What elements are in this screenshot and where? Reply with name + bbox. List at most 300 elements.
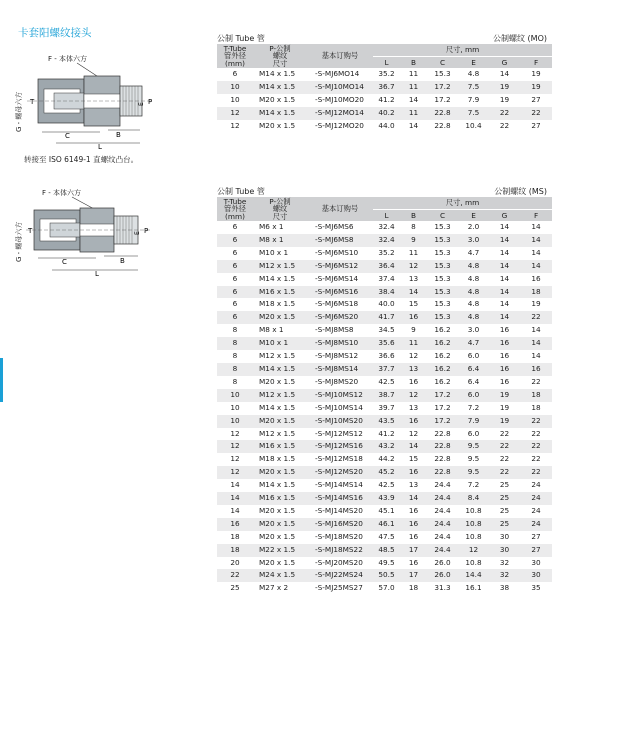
table-cell: 27: [520, 544, 552, 557]
table-cell: -S-MJ14MS14: [315, 480, 363, 490]
table-cell: 6: [217, 260, 253, 273]
table-cell: 18: [520, 389, 552, 402]
fitting-drawing-ms: [12, 186, 192, 278]
table-row: [217, 81, 552, 94]
table-cell: 22: [520, 466, 552, 479]
table-row: [217, 68, 552, 81]
table-row: [217, 389, 552, 402]
table-cell: 40.2: [373, 107, 400, 120]
table-cell: 49.5: [378, 557, 395, 567]
table-cell: -S-MJ6MS12: [307, 260, 373, 273]
table-cell: 12: [408, 428, 419, 438]
table-cell: 14: [489, 234, 520, 247]
table-cell: 26.0: [434, 557, 451, 567]
table-cell: 18: [230, 531, 240, 541]
table-cell: 16: [489, 363, 520, 376]
label-l: L: [95, 270, 99, 278]
table-cell: 14: [499, 247, 510, 257]
table-cell: 14: [520, 234, 552, 247]
table-cell: 8: [232, 376, 238, 386]
table-cell: 42.5: [378, 376, 395, 386]
table-cell: 7.2: [467, 402, 480, 412]
table-cell: 36.7: [373, 81, 400, 94]
table-cell: 12: [230, 454, 240, 464]
table-cell: M14 x 1.5: [259, 480, 296, 490]
note-iso-6149: 转接至 ISO 6149-1 直螺纹凸台。: [24, 155, 139, 164]
table-cell: -S-MJ18MS22: [307, 544, 373, 557]
label-e: E: [138, 102, 145, 106]
table-cell: 37.7: [373, 363, 400, 376]
table-cell: M14 x 1.5: [259, 402, 296, 412]
table-cell: M14 x 1.5: [253, 81, 307, 94]
table-cell: 41.2: [378, 428, 395, 438]
label-p: P: [148, 98, 153, 106]
table-cell: 6: [232, 273, 238, 283]
table-cell: 8: [232, 325, 238, 335]
table-cell: M16 x 1.5: [253, 492, 307, 505]
table-cell: 16: [408, 531, 419, 541]
table-cell: 12: [230, 120, 240, 130]
label-c: C: [62, 258, 67, 266]
table-cell: 14: [217, 492, 253, 505]
section-mo-header: [217, 33, 547, 43]
table-cell: 4.8: [458, 286, 489, 299]
table-cell: -S-MJ10MS14: [315, 402, 363, 412]
section-mo-thread-type: 公制螺纹 (MO): [493, 34, 547, 43]
table-cell: 19: [531, 69, 541, 78]
table-cell: 35.2: [378, 247, 395, 257]
table-cell: 17: [400, 544, 427, 557]
table-cell: 10: [217, 415, 253, 428]
table-cell: M20 x 1.5: [253, 311, 307, 324]
table-cell: 45.2: [373, 466, 400, 479]
table-cell: M20 x 1.5: [259, 376, 296, 386]
table-cell: 15.3: [434, 69, 451, 78]
header-p-thread: P-公制 螺纹 尺寸: [253, 197, 307, 221]
table-cell: 14: [531, 325, 541, 335]
table-cell: 10: [230, 94, 240, 104]
label-t: T: [28, 227, 33, 235]
table-cell: -S-MJ8MS20: [315, 376, 359, 386]
table-cell: 14: [499, 69, 510, 78]
table-row: [217, 120, 552, 133]
table-cell: -S-MJ12MS12: [315, 428, 363, 438]
table-row: [217, 286, 552, 299]
table-cell: M14 x 1.5: [253, 107, 307, 120]
table-row: [217, 518, 552, 531]
table-cell: 20: [230, 557, 240, 567]
table-cell: 36.6: [378, 351, 395, 361]
table-cell: 14: [531, 351, 541, 361]
table-row: [217, 466, 552, 479]
table-cell: 19: [499, 402, 510, 412]
table-cell: 15.3: [427, 234, 458, 247]
table-cell: 12: [458, 544, 489, 557]
table-cell: 47.5: [378, 531, 395, 541]
table-cell: 11: [408, 247, 419, 257]
spec-table-mo: [217, 44, 552, 133]
table-cell: -S-MJ6MS6: [315, 222, 354, 231]
table-cell: 10.8: [465, 531, 482, 541]
table-cell: 3.0: [458, 234, 489, 247]
table-cell: M6 x 1: [259, 222, 284, 231]
table-cell: 16: [499, 376, 510, 386]
table-cell: M20 x 1.5: [259, 531, 296, 541]
table-row: [217, 557, 552, 570]
table-cell: M27 x 2: [259, 583, 289, 593]
table-cell: 16: [400, 466, 427, 479]
table-row: [217, 531, 552, 544]
table-cell: 24: [531, 505, 541, 515]
header-dimensions: 尺寸, mm: [373, 44, 552, 57]
table-cell: 25: [499, 480, 510, 490]
table-cell: 19: [531, 299, 541, 309]
table-cell: 12: [400, 260, 427, 273]
table-cell: 24: [531, 480, 541, 490]
table-cell: 25: [499, 505, 510, 515]
table-cell: 6.0: [467, 428, 480, 438]
header-col-f: F: [520, 210, 552, 222]
table-cell: 42.5: [378, 480, 395, 490]
table-cell: 22: [217, 569, 253, 582]
table-cell: M12 x 1.5: [259, 351, 296, 361]
table-cell: 25: [489, 492, 520, 505]
table-cell: M10 x 1: [259, 247, 289, 257]
table-cell: 40.0: [378, 299, 395, 309]
table-cell: -S-MJ10MO14: [307, 81, 373, 94]
table-cell: 14: [499, 273, 510, 283]
table-cell: M14 x 1.5: [259, 69, 296, 78]
fitting-drawing-mo: [12, 52, 192, 150]
table-cell: 16.2: [434, 351, 451, 361]
table-cell: 27: [531, 94, 541, 104]
label-t: T: [30, 98, 35, 106]
table-cell: 32.4: [378, 222, 395, 231]
table-cell: 24.4: [434, 531, 451, 541]
table-cell: 22.8: [434, 120, 451, 130]
table-row: [217, 234, 552, 247]
section-ms-header: [217, 186, 547, 196]
table-cell: 6.0: [458, 389, 489, 402]
table-cell: -S-MJ6MO14: [315, 69, 360, 78]
table-cell: 9: [400, 234, 427, 247]
table-cell: 22: [531, 376, 541, 386]
table-cell: 26.0: [427, 569, 458, 582]
header-col-c: C: [427, 210, 458, 222]
table-cell: 18: [531, 402, 541, 412]
table-row: [217, 273, 552, 286]
table-cell: 15.3: [434, 222, 451, 231]
table-cell: 7.5: [458, 81, 489, 94]
label-b: B: [116, 131, 121, 139]
header-order-number: 基本订购号: [307, 44, 373, 68]
table-cell: 14: [408, 94, 419, 104]
table-cell: 22: [520, 415, 552, 428]
table-cell: 22.8: [427, 440, 458, 453]
table-cell: 6.4: [458, 363, 489, 376]
table-cell: 8: [217, 337, 253, 350]
table-cell: 10: [230, 402, 240, 412]
table-cell: 4.8: [467, 69, 480, 78]
table-cell: 16.1: [465, 583, 482, 593]
table-cell: 13: [408, 402, 419, 412]
table-cell: 10.8: [465, 557, 482, 567]
table-cell: 25: [230, 583, 240, 593]
table-cell: 24.4: [427, 518, 458, 531]
table-cell: 16: [489, 337, 520, 350]
table-cell: 30: [499, 531, 510, 541]
table-row: [217, 260, 552, 273]
table-cell: 18: [520, 286, 552, 299]
table-cell: 6: [232, 222, 238, 231]
table-cell: -S-MJ8MS12: [315, 351, 359, 361]
section-ms-title: 公制 Tube 管: [217, 187, 265, 196]
label-p: P: [144, 227, 149, 235]
table-cell: 57.0: [378, 583, 395, 593]
table-cell: 16: [408, 505, 419, 515]
table-cell: 11: [408, 69, 419, 78]
table-cell: 9.5: [458, 440, 489, 453]
table-cell: 6: [232, 247, 238, 257]
header-t-tube: T-Tube 管外径 (mm): [217, 197, 253, 221]
table-cell: 22: [520, 107, 552, 120]
table-cell: 22: [531, 428, 541, 438]
table-cell: 7.2: [467, 480, 480, 490]
table-cell: 17.2: [427, 415, 458, 428]
table-cell: 38: [499, 583, 510, 593]
table-cell: 4.8: [458, 260, 489, 273]
table-cell: 16: [520, 363, 552, 376]
table-cell: 10: [217, 389, 253, 402]
table-cell: 16: [499, 325, 510, 335]
table-cell: 22: [531, 454, 541, 464]
table-row: [217, 505, 552, 518]
table-cell: 11: [400, 337, 427, 350]
table-cell: 15.3: [434, 247, 451, 257]
table-cell: 19: [499, 94, 510, 104]
table-cell: 19: [489, 81, 520, 94]
table-cell: 8: [232, 351, 238, 361]
table-cell: 7.5: [458, 107, 489, 120]
table-cell: M18 x 1.5: [259, 454, 296, 464]
table-cell: 17.2: [434, 402, 451, 412]
table-row: [217, 428, 552, 441]
table-cell: M20 x 1.5: [253, 518, 307, 531]
table-cell: 7.9: [467, 94, 480, 104]
header-col-l: L: [373, 210, 400, 222]
table-cell: 22: [520, 311, 552, 324]
table-cell: 15.3: [427, 311, 458, 324]
table-cell: 38.7: [373, 389, 400, 402]
table-cell: M20 x 1.5: [259, 120, 296, 130]
table-cell: 15: [408, 299, 419, 309]
table-cell: 19: [489, 389, 520, 402]
table-cell: 4.8: [467, 299, 480, 309]
table-cell: M16 x 1.5: [253, 440, 307, 453]
side-tab-marker: [0, 358, 3, 402]
table-row: [217, 107, 552, 120]
table-cell: 15: [408, 454, 419, 464]
header-dimensions: 尺寸, mm: [373, 197, 552, 210]
label-g-nut-hex: G - 螺母六方: [15, 221, 23, 262]
table-cell: 14: [499, 299, 510, 309]
label-g-nut-hex: G - 螺母六方: [15, 91, 23, 132]
table-row: [217, 337, 552, 350]
table-cell: 25: [489, 518, 520, 531]
table-cell: 14.4: [458, 569, 489, 582]
table-cell: 6.4: [467, 376, 480, 386]
table-cell: 16.2: [434, 325, 451, 335]
table-cell: 18: [408, 583, 419, 593]
header-col-g: G: [489, 57, 520, 69]
table-row: [217, 440, 552, 453]
table-cell: 17: [400, 569, 427, 582]
table-cell: 17.2: [434, 94, 451, 104]
table-cell: 32.4: [373, 234, 400, 247]
table-cell: 16.2: [434, 376, 451, 386]
table-row: [217, 221, 552, 234]
table-cell: M14 x 1.5: [253, 363, 307, 376]
table-cell: 24: [520, 518, 552, 531]
table-row: [217, 247, 552, 260]
table-cell: 8: [411, 222, 416, 231]
table-cell: M14 x 1.5: [259, 273, 296, 283]
table-cell: -S-MJ14MS20: [315, 505, 363, 515]
table-cell: 9.5: [458, 466, 489, 479]
table-cell: -S-MJ12MS20: [307, 466, 373, 479]
table-cell: 30: [531, 557, 541, 567]
table-cell: M20 x 1.5: [259, 505, 296, 515]
table-row: [217, 453, 552, 466]
table-cell: -S-MJ6MS14: [315, 273, 359, 283]
table-cell: 13: [408, 480, 419, 490]
label-e: E: [134, 231, 141, 235]
table-cell: 15.3: [434, 299, 451, 309]
table-cell: 22.8: [434, 454, 451, 464]
table-cell: 2.0: [467, 222, 480, 231]
table-row: [217, 479, 552, 492]
table-cell: 12: [217, 440, 253, 453]
table-cell: 22: [489, 107, 520, 120]
table-cell: 22.8: [434, 428, 451, 438]
table-row: [217, 492, 552, 505]
table-cell: 50.5: [373, 569, 400, 582]
table-cell: 14: [230, 505, 240, 515]
page-title: 卡套阳螺纹接头: [18, 27, 92, 39]
table-row: [217, 311, 552, 324]
table-row: [217, 376, 552, 389]
table-cell: 14: [489, 260, 520, 273]
table-cell: -S-MJ8MS10: [307, 337, 373, 350]
table-cell: 14: [400, 440, 427, 453]
table-cell: M18 x 1.5: [259, 299, 296, 309]
table-cell: M20 x 1.5: [259, 94, 296, 104]
label-b: B: [120, 257, 125, 265]
table-cell: 38.4: [373, 286, 400, 299]
header-col-f: F: [520, 57, 552, 69]
table-cell: 14: [400, 286, 427, 299]
table-cell: 17.2: [427, 81, 458, 94]
table-cell: 16: [400, 518, 427, 531]
table-cell: 31.3: [434, 583, 451, 593]
table-row: [217, 363, 552, 376]
table-cell: 41.7: [373, 311, 400, 324]
table-cell: 9: [411, 325, 416, 335]
table-cell: M12 x 1.5: [253, 260, 307, 273]
table-cell: 16.2: [427, 337, 458, 350]
table-cell: -S-MJ22MS24: [307, 569, 373, 582]
table-row: [217, 350, 552, 363]
header-col-b: B: [400, 57, 427, 69]
table-cell: 35.2: [378, 69, 395, 78]
table-cell: M10 x 1: [253, 337, 307, 350]
table-cell: 27: [531, 531, 541, 541]
table-cell: 9.5: [467, 454, 480, 464]
table-cell: -S-MJ14MS16: [307, 492, 373, 505]
table-cell: 32: [489, 569, 520, 582]
table-cell: 43.2: [373, 440, 400, 453]
table-cell: 6: [232, 69, 238, 78]
table-cell: -S-MJ6MS10: [315, 247, 359, 257]
table-cell: -S-MJ18MS20: [315, 531, 363, 541]
table-cell: 14: [531, 222, 541, 231]
table-cell: 37.4: [378, 273, 395, 283]
section-ms-thread-type: 公制螺纹 (MS): [494, 187, 547, 196]
table-cell: M20 x 1.5: [253, 466, 307, 479]
table-cell: M22 x 1.5: [253, 544, 307, 557]
table-cell: 36.4: [373, 260, 400, 273]
table-cell: -S-MJ6MS16: [307, 286, 373, 299]
table-cell: 7.9: [458, 415, 489, 428]
table-cell: 15.3: [427, 260, 458, 273]
table-cell: 35: [531, 583, 541, 593]
table-cell: 11: [400, 107, 427, 120]
table-cell: 22: [499, 428, 510, 438]
table-cell: 16: [400, 415, 427, 428]
table-cell: 44.0: [378, 120, 395, 130]
table-cell: 30: [520, 569, 552, 582]
table-cell: 14: [400, 492, 427, 505]
table-cell: 8.4: [458, 492, 489, 505]
table-cell: -S-MJ12MS18: [315, 454, 363, 464]
table-cell: 6: [217, 311, 253, 324]
table-cell: 16: [408, 557, 419, 567]
table-cell: 13: [400, 363, 427, 376]
table-cell: 6: [217, 286, 253, 299]
table-cell: -S-MJ20MS20: [315, 557, 363, 567]
table-cell: M12 x 1.5: [253, 389, 307, 402]
table-cell: -S-MJ10MS20: [307, 415, 373, 428]
table-cell: 43.5: [373, 415, 400, 428]
table-row: [217, 298, 552, 311]
table-cell: 16.2: [427, 363, 458, 376]
table-cell: 19: [520, 81, 552, 94]
table-cell: 22: [520, 440, 552, 453]
table-cell: M20 x 1.5: [259, 557, 296, 567]
table-cell: 22: [489, 466, 520, 479]
table-cell: 24.4: [427, 544, 458, 557]
table-cell: 12: [217, 107, 253, 120]
table-cell: M16 x 1.5: [253, 286, 307, 299]
table-cell: 11: [400, 81, 427, 94]
table-cell: 30: [489, 544, 520, 557]
table-cell: -S-MJ10MO20: [315, 94, 364, 104]
table-cell: -S-MJ10MS12: [307, 389, 373, 402]
table-cell: 10.8: [465, 505, 482, 515]
header-col-e: E: [458, 57, 489, 69]
section-mo-title: 公制 Tube 管: [217, 34, 265, 43]
table-cell: -S-MJ6MS18: [315, 299, 359, 309]
